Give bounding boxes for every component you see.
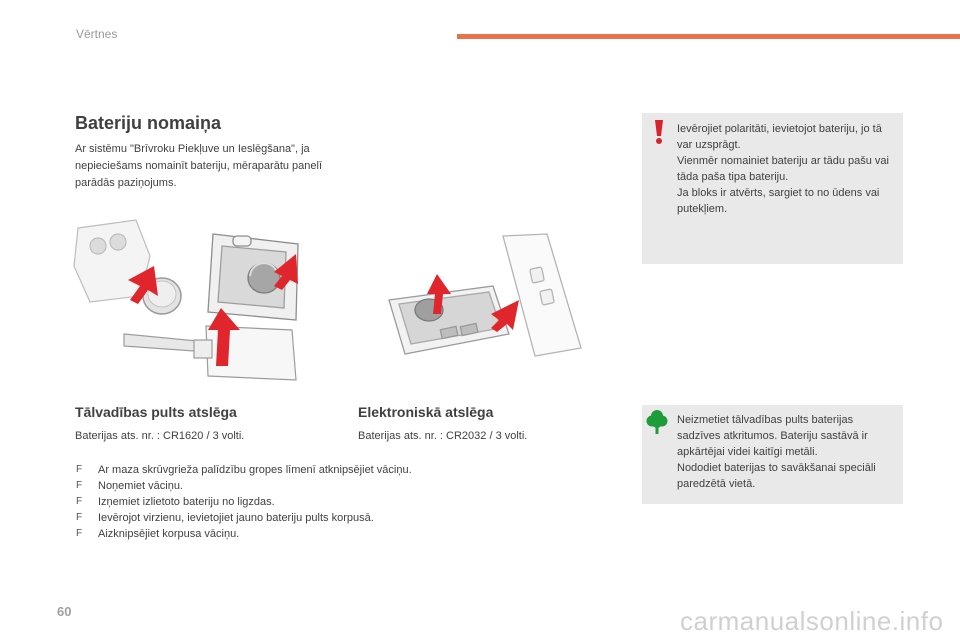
key-body: [389, 286, 509, 354]
step-item: [75, 510, 412, 526]
step-item: [75, 494, 412, 510]
page-title: Bateriju nomaiņa: [75, 113, 222, 133]
tree-icon: [646, 409, 668, 435]
section-label: Vērtnes: [76, 27, 118, 41]
environment-line: Neizmetiet tālvadības pults baterijas sadzīves atkritumos. Bateriju sastāvā ir apkārtējai videi kaitīgi metāli.: [677, 414, 868, 458]
warning-line: Ja bloks ir atvērts, sargiet to no ūdens vai putekļiem.: [677, 187, 880, 215]
environment-text: [677, 412, 899, 492]
warning-line: Ievērojiet polaritāti, ievietojot bateriju, jo tā var uzsprāgt.: [677, 123, 882, 151]
key-blade: [124, 326, 296, 380]
step-text: Aizknipsējiet korpusa vāciņu.: [98, 528, 240, 540]
electronic-key-title: Elektroniskā atslēga: [358, 404, 494, 420]
step-item: [75, 526, 412, 542]
step-item: [75, 478, 412, 494]
environment-line: Nododiet baterijas to savākšanai speciāli paredzētā vietā.: [677, 462, 876, 490]
step-text: Ievērojot virzienu, ievietojiet jauno bateriju pults korpusā.: [98, 512, 374, 524]
steps-list: [75, 462, 412, 542]
remote-key-illustration: [68, 216, 308, 388]
intro-paragraph: Ar sistēmu "Brīvroku Piekļuve un Ieslēgšana", ja nepieciešams nomainīt bateriju, mēraparātu panelī parādās paziņojums.: [75, 143, 323, 189]
remote-key-title: Tālvadības pults atslēga: [75, 404, 237, 420]
step-item: [75, 462, 412, 478]
bullet-icon: F: [76, 512, 83, 523]
electronic-key-illustration: [385, 230, 585, 360]
watermark: carmanualsonline.info: [680, 606, 944, 636]
key-cover: [503, 234, 581, 356]
bullet-icon: F: [76, 496, 83, 507]
electronic-key-battery: Baterijas ats. nr. : CR2032 / 3 volti.: [358, 430, 528, 442]
exclamation-icon: [653, 119, 665, 145]
environment-box: [642, 405, 903, 504]
step-text: Izņemiet izlietoto bateriju no ligzdas.: [98, 496, 275, 508]
remote-key-battery: Baterijas ats. nr. : CR1620 / 3 volti.: [75, 430, 245, 442]
step-text: Noņemiet vāciņu.: [98, 480, 183, 492]
page-number: 60: [57, 604, 72, 619]
step-text: Ar maza skrūvgrieža palīdzību gropes līmenī atknipsējiet vāciņu.: [98, 464, 412, 476]
warning-box: [642, 113, 903, 264]
bullet-icon: F: [76, 480, 83, 491]
warning-text: [677, 121, 899, 217]
header-accent-bar: [457, 34, 960, 39]
bullet-icon: F: [76, 528, 83, 539]
bullet-icon: F: [76, 464, 83, 475]
warning-line: Vienmēr nomainiet bateriju ar tādu pašu vai tāda paša tipa bateriju.: [677, 155, 889, 183]
